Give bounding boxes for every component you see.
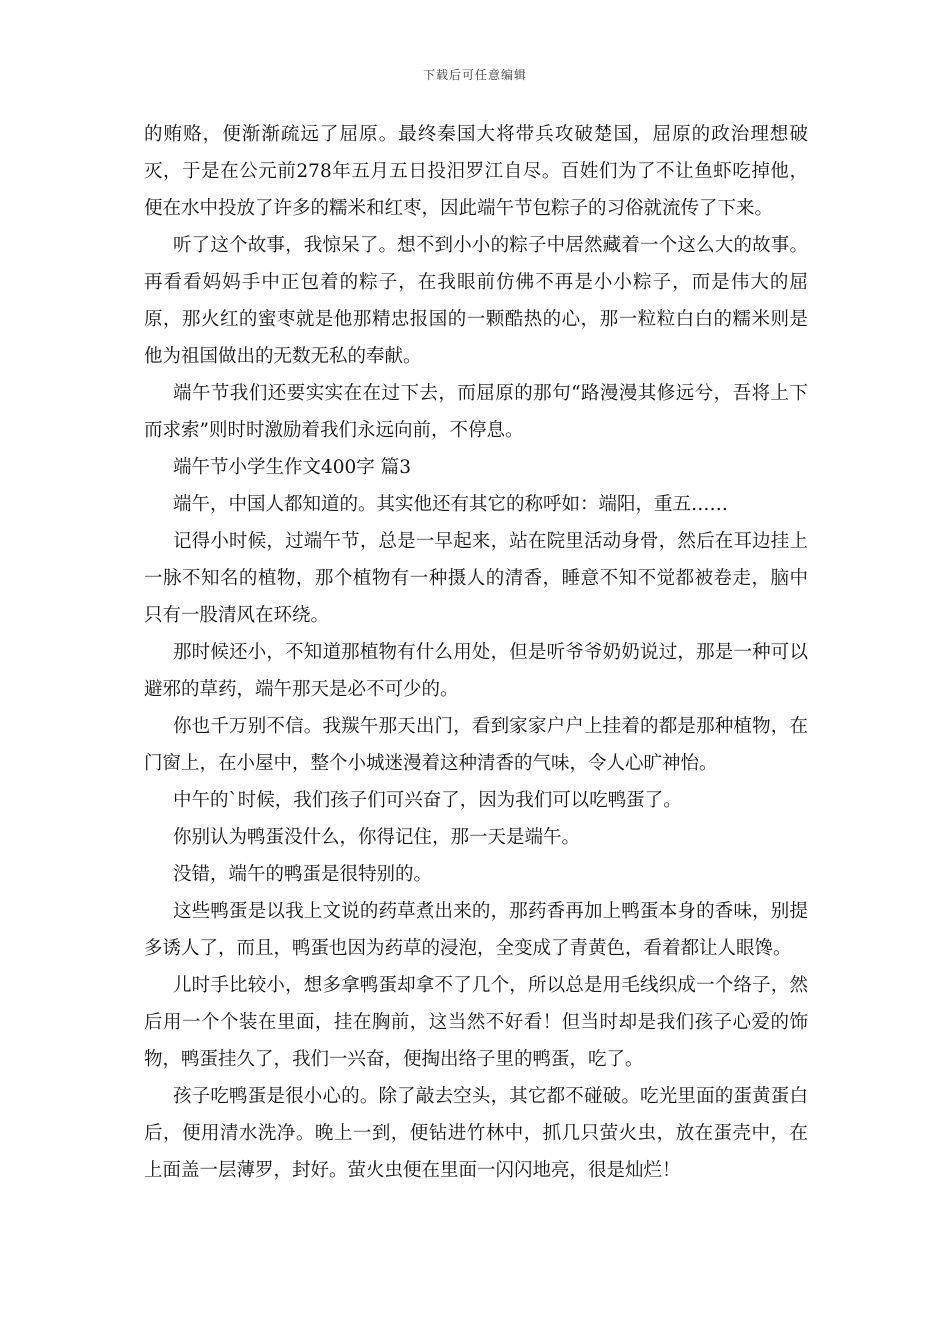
paragraph-3: 端午节我们还要实实在在过下去，而屈原的那句“路漫漫其修远兮，吾将上下而求索”则时时激励着我们永远向前，不停息。 — [144, 383, 808, 441]
paragraph-2: 听了这个故事，我惊呆了。想不到小小的粽子中居然藏着一个这么大的故事。再看看妈妈手中正包着的粽子，在我眼前仿佛不再是小小粽子，而是伟大的屈原，那火红的蜜枣就是他那精忠报国的一颗酷热的心，那一粒粒白白的糯米则是他为祖国做出的无数无私的奉献。 — [144, 235, 808, 367]
paragraph-11: 没错，端午的鸭蛋是很特别的。 — [173, 864, 433, 885]
paragraph-9: 中午的`时候，我们孩子们可兴奋了，因为我们可以吃鸭蛋了。 — [173, 790, 682, 811]
paragraph-7: 那时候还小，不知道那植物有什么用处，但是听爷爷奶奶说过，那是一种可以避邪的草药，端午那天是必不可少的。 — [144, 642, 808, 700]
paragraph-14: 孩子吃鸭蛋是很小心的。除了敲去空头，其它都不碰破。吃光里面的蛋黄蛋白后，便用清水洗净。晚上一到，便钻进竹林中，抓几只萤火虫，放在蛋壳中，在上面盖一层薄罗，封好。萤火虫便在里面一闪闪地亮，很是灿烂！ — [144, 1086, 808, 1181]
paragraph-8: 你也千万别不信。我羰午那天出门，看到家家户户上挂着的都是那种植物，在门窗上，在小屋中，整个小城迷漫着这种清香的气味，令人心旷神怡。 — [144, 716, 808, 774]
paragraph-1: 的贿赂，便渐渐疏远了屈原。最终秦国大将带兵攻破楚国，屈原的政治理想破灭，于是在公元前278年五月五日投汨罗江自尽。百姓们为了不让鱼虾吃掉他，便在水中投放了许多的糯米和红枣，因此端午节包粽子的习俗就流传了下来。 — [144, 124, 808, 219]
paragraph-13: 儿时手比较小，想多拿鸭蛋却拿不了几个，所以总是用毛线织成一个络子，然后用一个个装在里面，挂在胸前，这当然不好看！但当时却是我们孩子心爱的饰物，鸭蛋挂久了，我们一兴奋，便掏出络子里的鸭蛋，吃了。 — [144, 975, 808, 1070]
paragraph-6: 记得小时候，过端午节，总是一早起来，站在院里活动身骨，然后在耳边挂上一脉不知名的植物，那个植物有一种摄人的清香，睡意不知不觉都被卷走，脑中只有一股清风在环绕。 — [144, 531, 808, 626]
article-body — [144, 116, 808, 1189]
section-heading: 端午节小学生作文400字 篇3 — [173, 457, 411, 478]
paragraph-12: 这些鸭蛋是以我上文说的药草煮出来的，那药香再加上鸭蛋本身的香味，别提多诱人了，而且，鸭蛋也因为药草的浸泡，全变成了青黄色，看着都让人眼馋。 — [144, 901, 808, 959]
paragraph-5: 端午，中国人都知道的。其实他还有其它的称呼如：端阳，重五…… — [173, 494, 729, 515]
paragraph-10: 你别认为鸭蛋没什么，你得记住，那一天是端午。 — [173, 827, 581, 848]
page-header: 下载后可任意编辑 — [422, 68, 527, 82]
